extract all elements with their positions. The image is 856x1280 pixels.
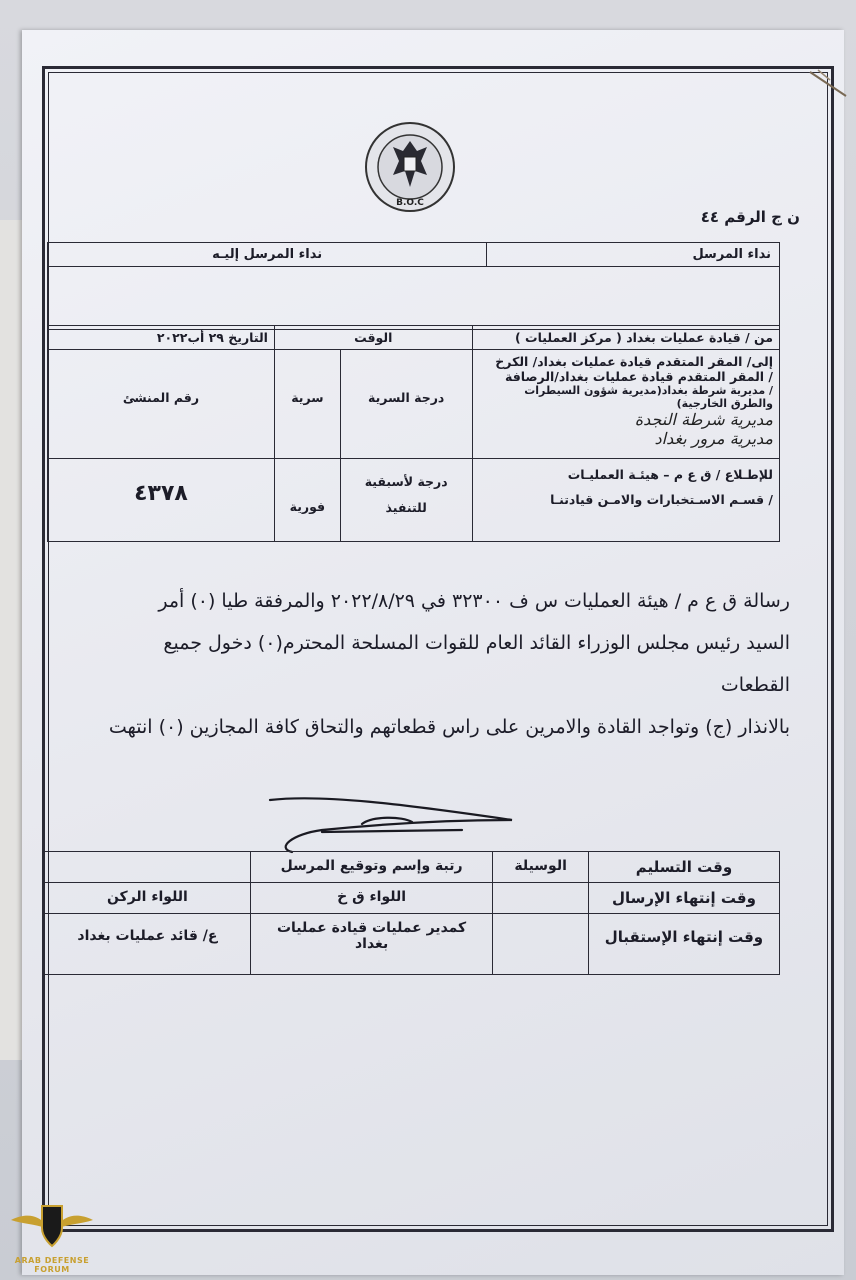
receiver-call-label: نداء المرسل إليـه (48, 243, 487, 267)
sender-signature-label: رتبة وإسم وتوقيع المرسل (250, 852, 493, 883)
send-means-cell (493, 883, 589, 914)
shield-wings-icon (7, 1198, 97, 1252)
means-label: الوسيلة (493, 852, 589, 883)
sender-call-label: نداء المرسل (487, 243, 780, 267)
time-label: الوقت (274, 326, 472, 350)
handwritten-line-1: مديرية شرطة النجدة (634, 410, 773, 429)
urgent-value: فورية (274, 459, 340, 542)
body-line-2: السيد رئيس مجلس الوزراء القائد العام للقوات المسلحة المحترم(٠) دخول جميع القطعات (163, 632, 790, 696)
body-line-1: رسالة ق ع م / هيئة العمليات س ف ٣٢٣٠٠ في ٢٠٢٢/٨/٢٩ والمرفقة طيا (٠) أمر (158, 590, 790, 612)
forum-watermark-logo (2, 1198, 102, 1276)
receive-end-label: وقت إنتهاء الإستقبال (588, 914, 779, 975)
send-end-label: وقت إنتهاء الإرسال (588, 883, 779, 914)
signature-icon (262, 790, 532, 860)
delivery-time-label: وقت التسليم (588, 852, 779, 883)
receive-means-cell (493, 914, 589, 975)
forum-caption: ARAB DEFENSE FORUM (14, 1256, 90, 1274)
to-line-2: / المقر المتقدم قيادة عمليات بغداد/الرصافة (505, 369, 773, 384)
secrecy-degree-label: درجة السرية (340, 350, 472, 459)
message-header-table (47, 325, 780, 542)
commander-title: ع/ قائد عمليات بغداد (45, 914, 251, 975)
secret-label: سرية (274, 350, 340, 459)
origin-number-label: رقم المنشئ (48, 350, 275, 459)
emblem-seal-icon (365, 117, 455, 221)
handwritten-line-2: مديرية مرور بغداد (654, 429, 773, 448)
to-line-3: / مديرية شرطة بغداد(مديرية شؤون السيطرات والطرق الخارجية) (524, 384, 773, 410)
delivery-table (44, 851, 780, 975)
empty-cell (45, 852, 251, 883)
priority-degree: درجة لأسبقية للتنفيذ (340, 459, 472, 542)
sender-rank: اللواء ق خ (250, 883, 493, 914)
to-line-1: إلى/ المقر المتقدم قيادة عمليات بغداد/ الكرخ (495, 354, 773, 369)
empty-call-row (48, 267, 780, 330)
second-rank: اللواء الركن (45, 883, 251, 914)
document-number: ن ج الرقم ٤٤ (700, 208, 800, 226)
info-line-2: / قسـم الاسـتخبارات والامـن قيادتنـا (550, 492, 773, 507)
origin-number-value: ٤٣٧٨ (48, 459, 275, 542)
message-body (90, 580, 790, 748)
from-field: من / قيادة عمليات بغداد ( مركز العمليات ) (472, 326, 779, 350)
info-line-1: للإطـلاع / ق ع م – هيئـة العمليـات (567, 467, 773, 482)
call-sign-table (47, 242, 780, 330)
date-field: التاريخ ٢٩ أب٢٠٢٢ (48, 326, 275, 350)
body-line-3: بالانذار (ج) وتواجد القادة والامرين على راس قطعاتهم والتحاق كافة المجازين (٠) انتهت (108, 716, 790, 738)
seal-text: B.O.C (396, 198, 424, 208)
sender-title: كمدير عمليات قيادة عمليات بغداد (250, 914, 493, 975)
staple-icon (806, 66, 850, 102)
